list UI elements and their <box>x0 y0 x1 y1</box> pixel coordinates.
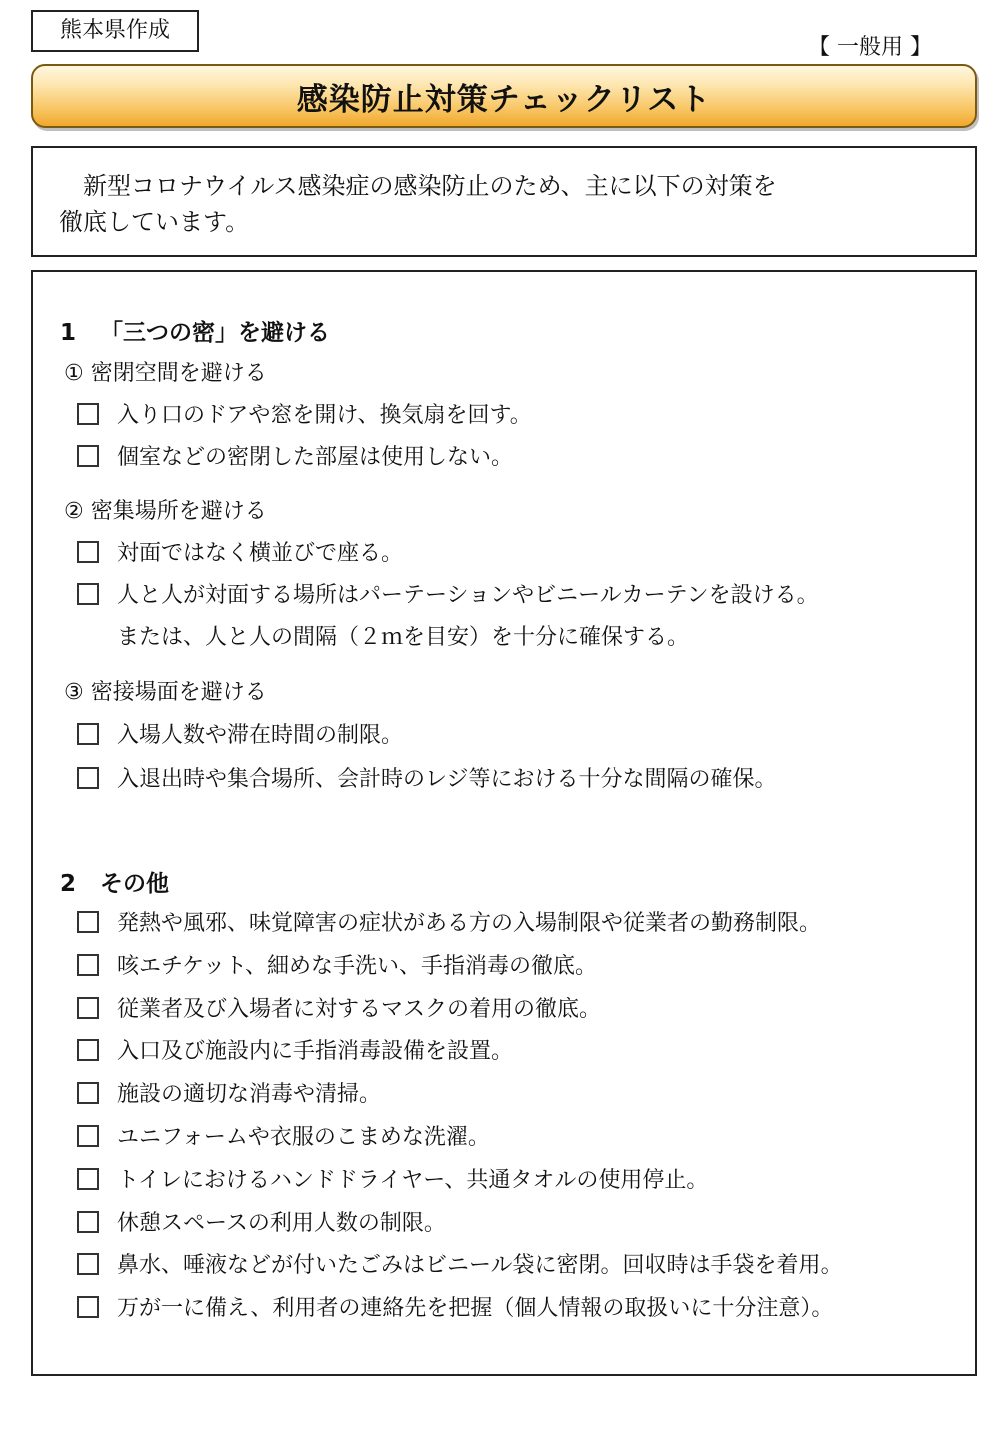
checklist-item-continuation: または、人と人の間隔（２ｍを目安）を十分に確保する。 <box>117 625 690 650</box>
section-2-heading <box>60 865 169 898</box>
section-1-number: 1 <box>60 320 77 346</box>
checklist-box <box>31 270 977 1376</box>
checklist-item-text: 施設の適切な消毒や清掃。 <box>117 1082 382 1107</box>
subsection-closed-spaces: ① 密閉空間を避ける <box>64 361 267 386</box>
checklist-item <box>77 1077 381 1108</box>
author-label: 熊本県作成 <box>31 10 199 52</box>
checklist-item <box>77 1291 833 1322</box>
section-1-heading <box>60 314 330 347</box>
checkbox[interactable] <box>77 1082 99 1104</box>
checkbox[interactable] <box>77 954 99 976</box>
checklist-item-text: 個室などの密閉した部屋は使用しない。 <box>117 445 514 470</box>
checkbox[interactable] <box>77 1296 99 1318</box>
title-banner <box>31 64 977 128</box>
checkbox[interactable] <box>77 1125 99 1147</box>
checklist-item <box>77 536 403 567</box>
usage-label: 【 一般用 】 <box>808 35 932 60</box>
checklist-item <box>77 718 403 749</box>
checklist-item <box>77 1163 708 1194</box>
checkbox[interactable] <box>77 541 99 563</box>
intro-line-1: 新型コロナウイルス感染症の感染防止のため、主に以下の対策を <box>83 172 777 200</box>
checkbox[interactable] <box>77 911 99 933</box>
checklist-item <box>77 440 513 471</box>
section-2-number: 2 <box>60 871 77 897</box>
checklist-item <box>77 906 821 937</box>
checkbox[interactable] <box>77 1039 99 1061</box>
checklist-item-text: 入り口のドアや窓を開け、換気扇を回す。 <box>117 403 532 428</box>
checkbox[interactable] <box>77 997 99 1019</box>
checklist-item-text: トイレにおけるハンドドライヤー、共通タオルの使用停止。 <box>117 1168 709 1193</box>
checkbox[interactable] <box>77 1211 99 1233</box>
checklist-item-text: 入口及び施設内に手指消毒設備を設置。 <box>117 1039 514 1064</box>
checklist-item-text: 人と人が対面する場所はパーテーションやビニールカーテンを設ける。 <box>117 583 819 608</box>
checklist-item-text: 入退出時や集合場所、会計時のレジ等における十分な間隔の確保。 <box>117 767 777 792</box>
checklist-item-text: 発熱や風邪、味覚障害の症状がある方の入場制限や従業者の勤務制限。 <box>117 911 822 936</box>
checklist-item <box>77 398 532 429</box>
checklist-item <box>77 762 776 793</box>
checkbox[interactable] <box>77 1253 99 1275</box>
checklist-item-text: 咳エチケット、細めな手洗い、手指消毒の徹底。 <box>117 954 598 979</box>
checkbox[interactable] <box>77 445 99 467</box>
section-2-title: その他 <box>100 871 169 897</box>
checklist-item <box>77 578 819 609</box>
intro-line-2: 徹底しています。 <box>59 208 250 236</box>
checklist-item <box>77 1034 513 1065</box>
checklist-item-text: 鼻水、唾液などが付いたごみはビニール袋に密閉。回収時は手袋を着用。 <box>117 1253 843 1278</box>
intro-box <box>31 146 977 257</box>
checklist-item-text: 休憩スペースの利用人数の制限。 <box>117 1211 446 1236</box>
checkbox[interactable] <box>77 583 99 605</box>
checklist-item-text: ユニフォームや衣服のこまめな洗濯。 <box>117 1125 490 1150</box>
checkbox[interactable] <box>77 723 99 745</box>
checklist-item-text: 入場人数や滞在時間の制限。 <box>117 723 404 748</box>
subsection-close-contact: ③ 密接場面を避ける <box>64 680 267 705</box>
checklist-item <box>77 1206 446 1237</box>
checklist-item <box>77 992 601 1023</box>
page-title: 感染防止対策チェックリスト <box>296 81 712 118</box>
checklist-item-text: 万が一に備え、利用者の連絡先を把握（個人情報の取扱いに十分注意）。 <box>117 1296 834 1321</box>
checkbox[interactable] <box>77 1168 99 1190</box>
subsection-crowded-places: ② 密集場所を避ける <box>64 499 267 524</box>
checkbox[interactable] <box>77 403 99 425</box>
checkbox[interactable] <box>77 767 99 789</box>
checklist-item <box>77 1248 843 1279</box>
checklist-item-text: 従業者及び入場者に対するマスクの着用の徹底。 <box>117 997 602 1022</box>
checklist-item-text: 対面ではなく横並びで座る。 <box>117 541 404 566</box>
checklist-item <box>77 949 597 980</box>
section-1-title: 「三つの密」を避ける <box>100 320 330 346</box>
checklist-item <box>77 1120 490 1151</box>
